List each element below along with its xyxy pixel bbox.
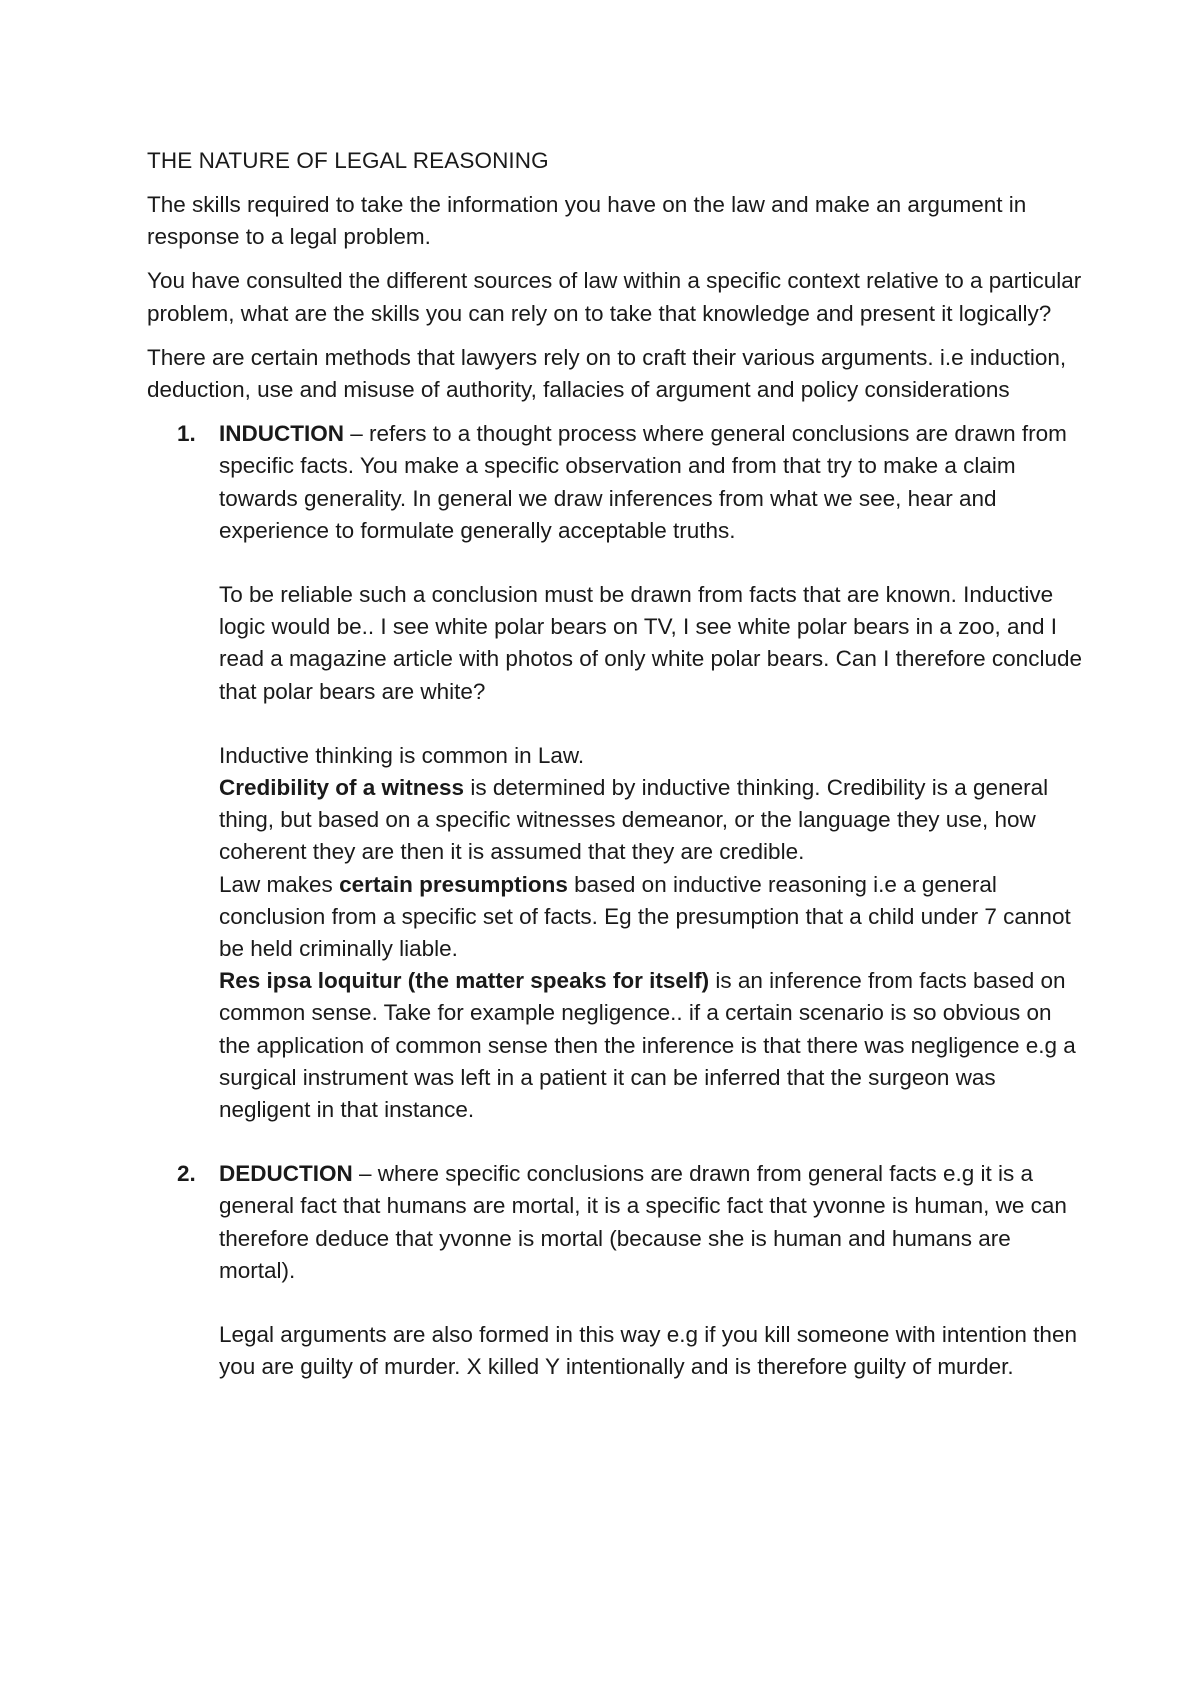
deduction-definition-text: – where specific conclusions are drawn from general facts e.g it is a general fact that humans are mortal, it is a specific fact that yvonne is human, we can therefore deduce that yvonne is mortal (because she is human and humans are mortal). xyxy=(219,1161,1067,1283)
res-ipsa-term: Res ipsa loquitur (the matter speaks for itself) xyxy=(219,968,710,994)
presumptions-term: certain presumptions xyxy=(339,871,568,897)
deduction-heading: DEDUCTION xyxy=(219,1161,353,1187)
document-page xyxy=(147,145,1087,1384)
presumptions-paragraph xyxy=(219,869,1087,966)
list-number: 2. xyxy=(177,1161,196,1187)
res-ipsa-paragraph xyxy=(219,965,1087,1126)
credibility-text: is determined by inductive thinking. Credibility is a general thing, but based on a specific witnesses demeanor, or the language they use, how coherent they are then it is assumed that they are credible. xyxy=(219,775,1049,865)
reasoning-methods-list xyxy=(147,418,1087,1383)
induction-definition-text: – refers to a thought process where general conclusions are drawn from specific facts. You make a specific observation and from that try to make a claim towards generality. In general we draw inferences from what we see, hear and experience to formulate generally acceptable truths. xyxy=(219,421,1067,543)
presumptions-text: based on inductive reasoning i.e a general conclusion from a specific set of facts. Eg the presumption that a child under 7 cannot be held criminally liable. xyxy=(219,871,1071,962)
induction-reliability-paragraph: To be reliable such a conclusion must be drawn from facts that are known. Inductive logic would be.. I see white polar bears on TV, I see white polar bears in a zoo, and I read a magazine article with photos of only white polar bears. Can I therefore conclude that polar bears are white? xyxy=(219,582,1082,704)
credibility-term: Credibility of a witness xyxy=(219,775,465,801)
induction-heading: INDUCTION xyxy=(219,421,344,447)
induction-definition xyxy=(219,418,1087,547)
induction-common-line: Inductive thinking is common in Law. xyxy=(219,742,585,768)
intro-paragraph: You have consulted the different sources of law within a specific context relative to a particular problem, what are the skills you can rely on to take that knowledge and present it logically? xyxy=(147,268,1082,326)
deduction-definition xyxy=(219,1158,1087,1287)
deduction-section xyxy=(147,1158,1087,1383)
induction-section xyxy=(147,418,1087,1126)
presumptions-lead: Law makes xyxy=(219,871,340,897)
intro-paragraph: The skills required to take the information you have on the law and make an argument in response to a legal problem. xyxy=(147,192,1027,250)
legal-arguments-paragraph: Legal arguments are also formed in this way e.g if you kill someone with intention then you are guilty of murder. X killed Y intentionally and is therefore guilty of murder. xyxy=(219,1322,1077,1380)
intro-paragraph: There are certain methods that lawyers rely on to craft their various arguments. i.e induction, deduction, use and misuse of authority, fallacies of argument and policy considerations xyxy=(147,344,1067,403)
res-ipsa-text: is an inference from facts based on common sense. Take for example negligence.. if a certain scenario is so obvious on the application of common sense then the inference is that there was negligence e.g a surgical instrument was left in a patient it can be inferred that the surgeon was negligent in that instance. xyxy=(219,968,1076,1123)
document-title: THE NATURE OF LEGAL REASONING xyxy=(147,148,549,173)
credibility-paragraph xyxy=(219,772,1087,869)
list-number: 1. xyxy=(177,421,196,447)
